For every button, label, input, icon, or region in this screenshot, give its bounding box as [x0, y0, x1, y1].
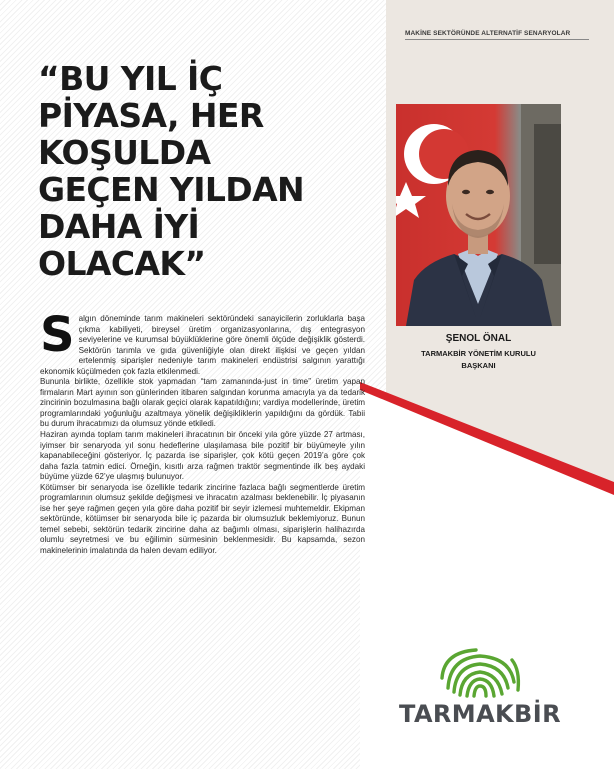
headline-line: “BU YIL İÇ: [38, 59, 223, 98]
article-paragraph: Bununla birlikte, özellikle stok yapmadan “tam zamanında-just in time” üretim yapan firmaların Mart ayının son günlerinden itibaren salgından korunma amacıyla ya da tedarik zincirinin bozulmasına bağlı olarak geçici olarak kapatıldığını; vardiya modellerinde, üretim programlarındaki yoğunluğu azaltmaya yönelik değişikliklerin yapıldığını da gördük. Tabii bu durum ihracatımızı da olumsuz yönde etkiledi.: [40, 377, 365, 429]
section-label: MAKİNE SEKTÖRÜNDE ALTERNATİF SENARYOLAR: [405, 30, 589, 40]
article-paragraph: Kötümser bir senaryoda ise özellikle tedarik zincirine fazlaca bağlı segmentlerde üretim programlarının olumsuz şekilde değişmesi ve ihracatın azalması beklenebilir. İç piyasanın ise her şeye rağmen geçen yıla göre daha pozitif bir seyir izlemesi muhtemeldir. Ekipman sektöründe, kötümser bir senaryoda bile iç pazarda bir olumsuzluk beklemiyoruz. Bunun temel sebebi, sektörün tedarik zincirine daha az bağımlı olması, siparişlerin halihazırda olumlu seyretmesi ve bu eğilimin sürmesinin beklenmesidir. Bu kapsamda, sezon makinelerinin imalatında da halen devam ediliyor.: [40, 482, 365, 556]
portrait-illustration: [396, 104, 561, 326]
headline-line: GEÇEN YILDAN: [38, 170, 305, 209]
brand-logo: [380, 648, 580, 758]
caption-title-line: TARMAKBİR YÖNETİM KURULU: [421, 349, 536, 358]
caption-title: [396, 348, 561, 372]
article-body: [40, 307, 365, 557]
caption-title-line: BAŞKANI: [461, 361, 496, 370]
headline-line: DAHA İYİ: [38, 207, 200, 246]
headline-line: OLACAK”: [38, 244, 206, 283]
fingerprint-logo-icon: [380, 648, 580, 702]
headline: [38, 60, 368, 282]
headline-line: PİYASA, HER: [38, 96, 264, 135]
drop-cap: S: [40, 307, 75, 363]
article-paragraph: [40, 307, 365, 377]
paragraph-text: algın döneminde tarım makineleri sektöründeki sanayicilerin zorluklarla başa çıkma kabiliyeti, bireysel üretim organizasyonlarına, dış entegrasyon seviyelerine ve kurumsal büyüklüklerine göre önemli ölçüde değişiklik gösterdi. Sektörün tarımla ve gıda güvenliğiyle olan direkt ilişkisi ve geçen yıldan ertelenmiş siparişler nedeniyle tarım makineleri endüstrisi salgının yarattığı ekonomik küçülmeden çok fazla etkilenmedi.: [40, 314, 365, 376]
caption-name: ŞENOL ÖNAL: [445, 333, 512, 344]
article-paragraph: Haziran ayında toplam tarım makineleri ihracatının bir önceki yıla göre yüzde 27 artması, iyimser bir senaryoda yıl sonu hedeflerine ulaşılamasa bile pozitif bir büyümeyle yılın kapanabileceğini gösteriyor. İç pazarda ise siparişler, çok kötü geçen 2019’a göre çok daha fazla tatmin edici. Örneğin, kısıtlı arza rağmen traktör segmentinde ilk beş aydaki büyüme yüzde 62’ye ulaşmış bulunuyor.: [40, 430, 365, 482]
portrait-photo: [396, 104, 561, 326]
brand-name: TARMAKBİR: [399, 700, 561, 728]
headline-line: KOŞULDA: [38, 133, 211, 172]
